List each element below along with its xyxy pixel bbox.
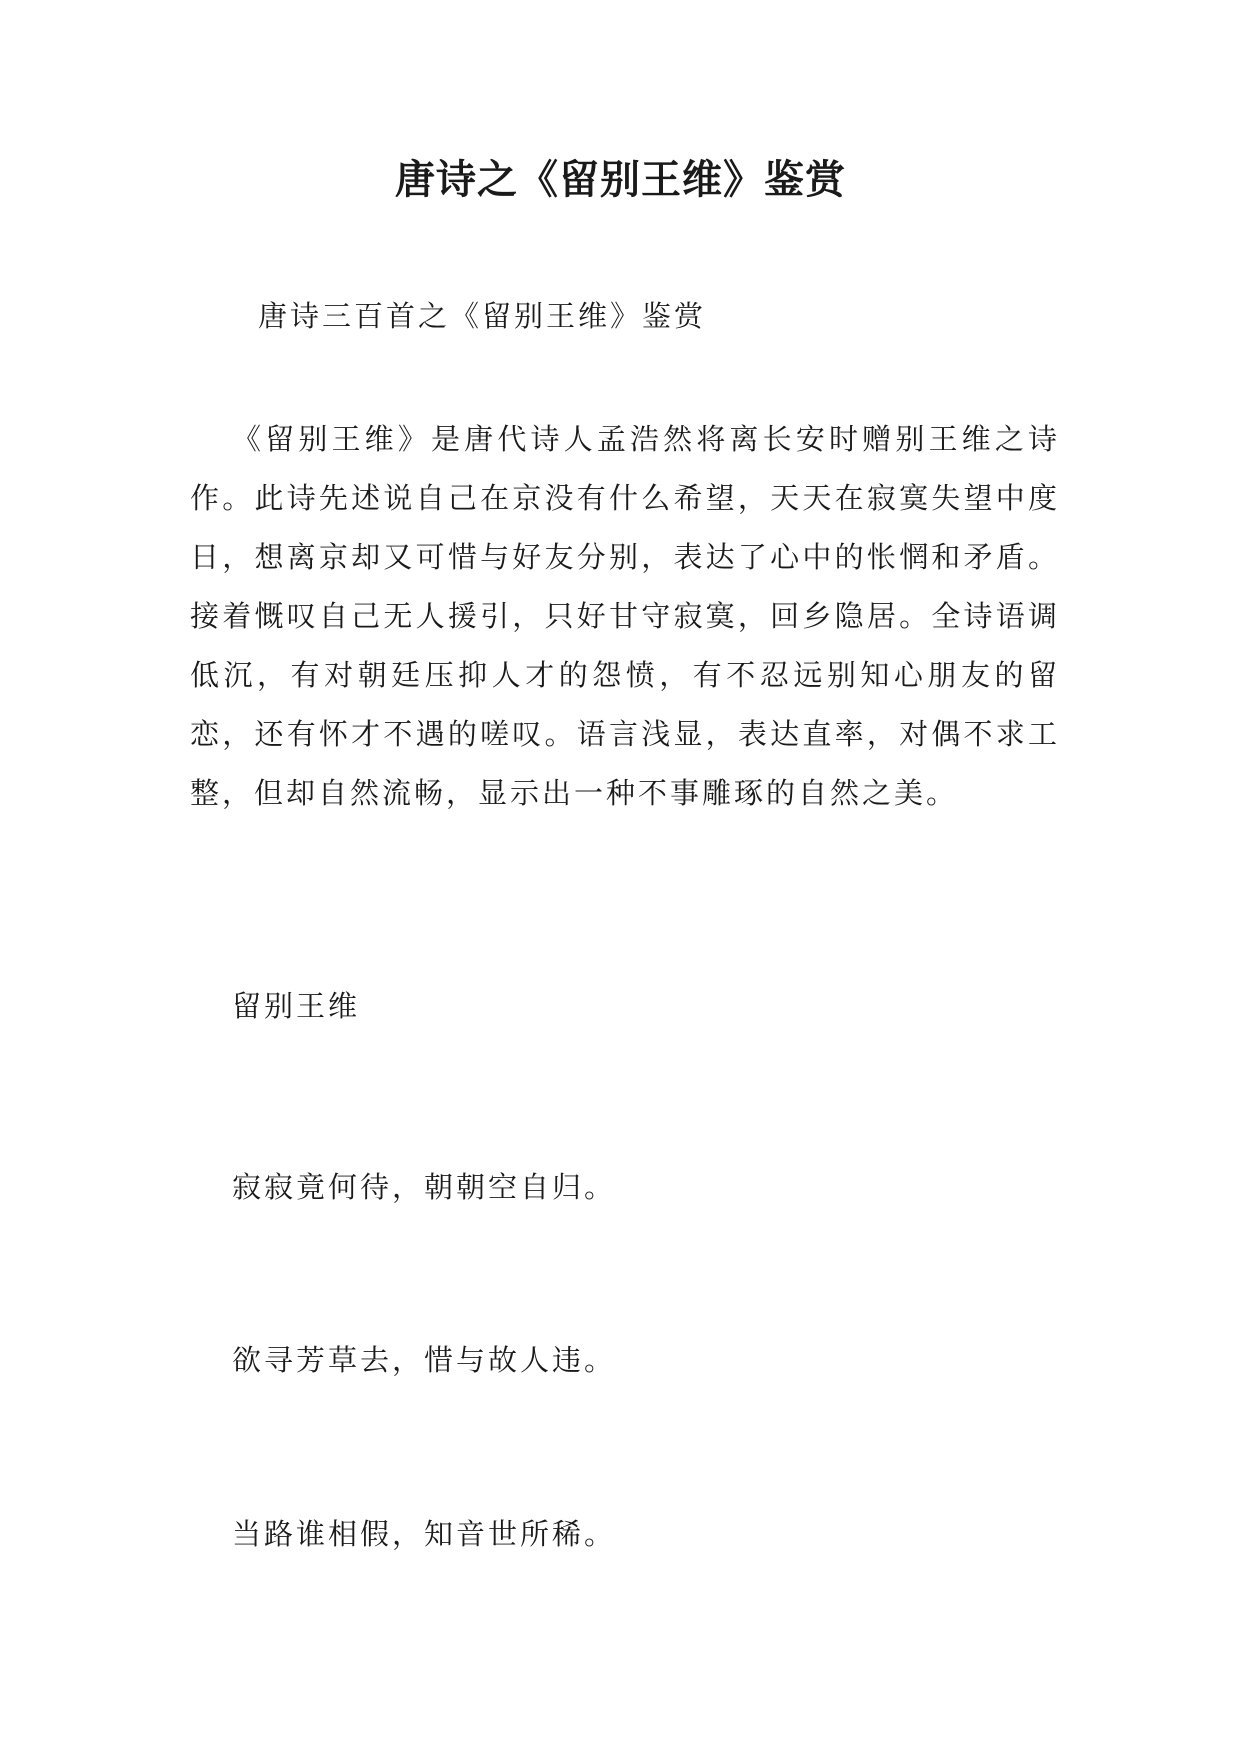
poem-title: 留别王维 [232, 989, 361, 1023]
page-title: 唐诗之《留别王维》鉴赏 [395, 156, 846, 203]
poem-line: 当路谁相假，知音世所稀。 [232, 1517, 617, 1551]
poem-line: 欲寻芳草去，惜与故人违。 [232, 1343, 617, 1377]
intro-paragraph: 《留别王维》是唐代诗人孟浩然将离长安时赠别王维之诗作。此诗先述说自己在京没有什么希望，天天在寂寞失望中度日，想离京却又可惜与好友分别，表达了心中的怅惘和矛盾。接着慨叹自己无人援引，只好甘守寂寞，回乡隐居。全诗语调低沉，有对朝廷压抑人才的怨愤，有不忍远别知心朋友的留恋，还有怀才不遇的嗟叹。语言浅显，表达直率，对偶不求工整，但却自然流畅，显示出一种不事雕琢的自然之美。 [190, 422, 1060, 810]
subtitle: 唐诗三百首之《留别王维》鉴赏 [258, 299, 707, 333]
poem-line: 寂寂竟何待，朝朝空自归。 [232, 1170, 617, 1204]
